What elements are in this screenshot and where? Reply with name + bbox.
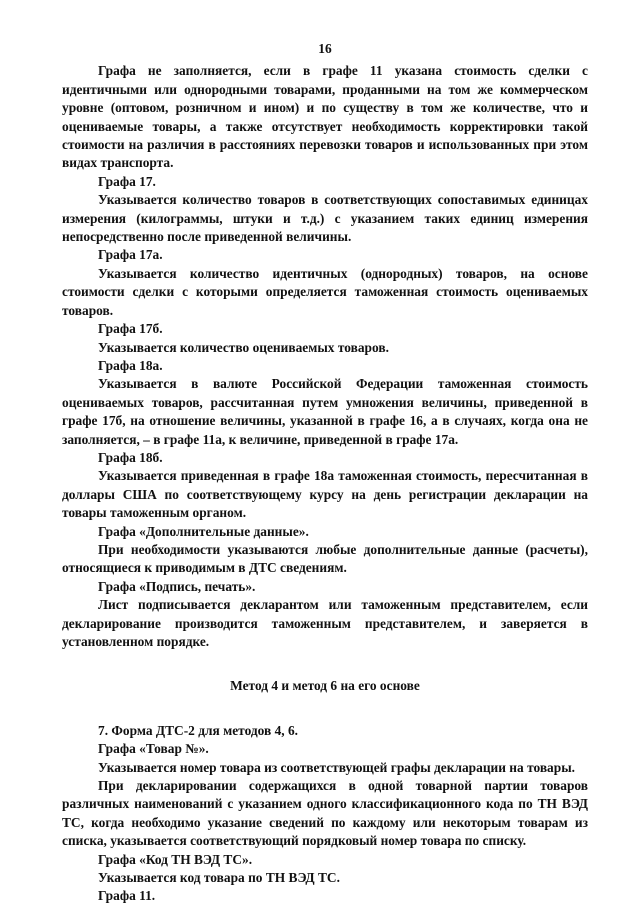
- paragraph: При декларировании содержащихся в одной товарной партии товаров различных наименований с указанием одного классификационного кода по ТН ВЭД ТС, когда необходимо указание сведений по каждому или некоторым товарам из списка, указывается соответствующий порядковый номер товара по списку.: [62, 778, 588, 849]
- paragraph: Указывается номер товара из соответствующей графы декларации на товары.: [98, 759, 576, 775]
- field-heading: Графа «Подпись, печать».: [98, 578, 256, 594]
- paragraph: Лист подписывается декларантом или таможенным представителем, если декларирование производится таможенным представителем, и заверяется в установленном порядке.: [62, 597, 588, 649]
- field-heading: Графа «Товар №».: [98, 741, 209, 757]
- field-heading: Графа 17.: [98, 173, 156, 189]
- paragraph: Указывается количество товаров в соответствующих сопоставимых единицах измерения (килограммы, штуки и т.д.) с указанием таких единиц измерения непосредственно после приведенной величины.: [62, 192, 588, 245]
- page-number: 16: [318, 41, 332, 56]
- paragraph: Указывается приведенная в графе 18а таможенная стоимость, пересчитанная в доллары США по соответствующему курсу на день регистрации декларации на товары таможенным органом.: [62, 468, 588, 521]
- field-heading: Графа 18б.: [98, 449, 163, 465]
- paragraph: Указывается количество оцениваемых товаров.: [98, 339, 389, 355]
- field-heading: Графа «Код ТН ВЭД ТС».: [98, 851, 253, 867]
- section-item: 7. Форма ДТС-2 для методов 4, 6.: [98, 722, 299, 738]
- field-heading: Графа «Дополнительные данные».: [98, 523, 309, 539]
- field-heading: Графа 11.: [98, 888, 156, 904]
- section-heading: Метод 4 и метод 6 на его основе: [230, 678, 420, 694]
- paragraph: При необходимости указываются любые дополнительные данные (расчеты), относящиеся к приводимым в ДТС сведениям.: [62, 541, 588, 576]
- paragraph: Указывается код товара по ТН ВЭД ТС.: [98, 870, 340, 886]
- paragraph: Указывается количество идентичных (однородных) товаров, на основе стоимости сделки с которыми определяется таможенная стоимость оцениваемых товаров.: [62, 265, 588, 318]
- field-heading: Графа 18а.: [98, 357, 163, 373]
- field-heading: Графа 17а.: [98, 247, 163, 263]
- paragraph: Графа не заполняется, если в графе 11 указана стоимость сделки с идентичными или однородными товарами, проданными на том же коммерческом уровне (оптовом, розничном и ином) и по существу в том же количестве, что и оцениваемые товары, а также отсутствует необходимость корректировки такой стоимости на различия в расстояниях перевозки товаров и использованных при этом видах транспорта.: [62, 63, 588, 171]
- field-heading: Графа 17б.: [98, 321, 163, 337]
- paragraph: Указывается в валюте Российской Федерации таможенная стоимость оцениваемых товаров, рассчитанная путем умножения величины, приведенной в графе 17б, на отношение величины, указанной в графе 16, а в случаях, когда она не заполняется, – в графе 11а, к величине, приведенной в графе 17а.: [62, 376, 588, 447]
